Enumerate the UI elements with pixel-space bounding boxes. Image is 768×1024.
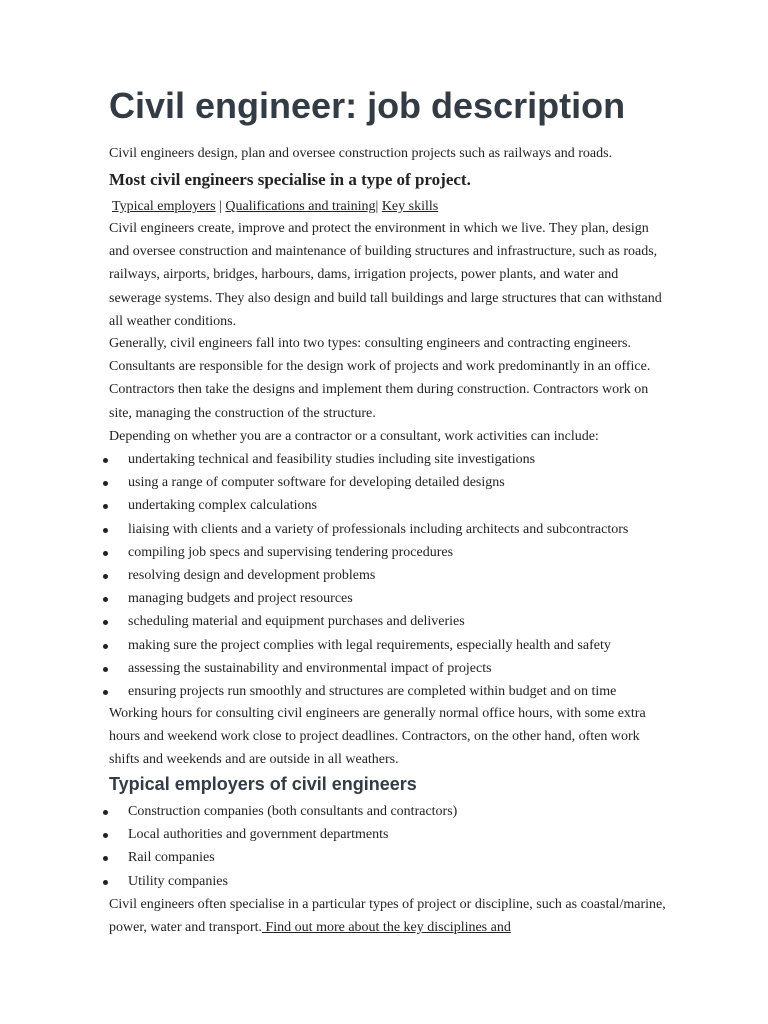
employers-heading: Typical employers of civil engineers xyxy=(109,774,417,794)
link-separator: | xyxy=(375,199,382,214)
bullet-icon xyxy=(103,528,108,533)
list-item: scheduling material and equipment purchases and deliveries xyxy=(109,610,669,633)
bullet-icon xyxy=(103,574,108,579)
list-item: ensuring projects run smoothly and structures are completed within budget and on time xyxy=(109,680,669,703)
bullet-icon xyxy=(103,481,108,486)
overview-paragraph: Civil engineers create, improve and protect the environment in which we live. They plan, design and oversee construction and maintenance of building structures and infrastructure, such as roads, railways, airports, bridges, harbours, dams, irrigation projects, power plants, and water and sewerage systems. They also design and build tall buildings and large structures that can withstand all weather conditions. xyxy=(109,221,662,329)
activities-intro: Depending on whether you are a contractor or a consultant, work activities can include: xyxy=(109,429,599,444)
list-item: using a range of computer software for developing detailed designs xyxy=(109,471,669,494)
page-title: Civil engineer: job description xyxy=(109,85,626,126)
list-item: assessing the sustainability and environmental impact of projects xyxy=(109,657,669,680)
types-paragraph: Generally, civil engineers fall into two types: consulting engineers and contracting engineers. Consultants are responsible for the design work of projects and work predominantly in an office. Contractors then take the designs and implement them during construction. Contractors work on site, managing the construction of the structure. xyxy=(109,336,651,421)
section-links xyxy=(112,195,438,218)
working-hours-paragraph: Working hours for consulting civil engineers are generally normal office hours, with some extra hours and weekend work close to project deadlines. Contractors, on the other hand, often work shifts and weekends and are outside in all weathers. xyxy=(109,706,646,768)
intro-paragraph: Civil engineers design, plan and oversee construction projects such as railways and roads. xyxy=(109,146,613,161)
list-item: resolving design and development problems xyxy=(109,564,669,587)
list-item: Local authorities and government departments xyxy=(109,823,669,846)
link-separator: | xyxy=(215,199,226,214)
activities-list xyxy=(109,448,669,703)
bullet-icon xyxy=(103,667,108,672)
bullet-icon xyxy=(103,551,108,556)
list-item: liaising with clients and a variety of professionals including architects and subcontractors xyxy=(109,518,669,541)
list-item: undertaking technical and feasibility studies including site investigations xyxy=(109,448,669,471)
bullet-icon xyxy=(103,620,108,625)
list-item: making sure the project complies with legal requirements, especially health and safety xyxy=(109,634,669,657)
bullet-icon xyxy=(103,856,108,861)
bullet-icon xyxy=(103,810,108,815)
bullet-icon xyxy=(103,833,108,838)
bullet-icon xyxy=(103,880,108,885)
specialise-text: Civil engineers often specialise in a particular types of project or discipline, such as coastal/marine, power, water and transport. xyxy=(109,897,666,936)
bullet-icon xyxy=(103,644,108,649)
qualifications-link[interactable]: Qualifications and training xyxy=(225,199,376,214)
specialise-paragraph xyxy=(109,893,669,939)
subheading: Most civil engineers specialise in a type of project. xyxy=(109,170,471,189)
key-skills-link[interactable]: Key skills xyxy=(381,199,439,214)
list-item: Utility companies xyxy=(109,870,669,893)
typical-employers-link[interactable]: Typical employers xyxy=(112,199,216,214)
list-item: Rail companies xyxy=(109,846,669,869)
employers-list xyxy=(109,800,669,893)
list-item: compiling job specs and supervising tendering procedures xyxy=(109,541,669,564)
bullet-icon xyxy=(103,504,108,509)
list-item: managing budgets and project resources xyxy=(109,587,669,610)
list-item: undertaking complex calculations xyxy=(109,494,669,517)
list-item: Construction companies (both consultants and contractors) xyxy=(109,800,669,823)
bullet-icon xyxy=(103,597,108,602)
bullet-icon xyxy=(103,458,108,463)
bullet-icon xyxy=(103,690,108,695)
key-disciplines-link[interactable]: Find out more about the key disciplines and xyxy=(262,920,511,936)
